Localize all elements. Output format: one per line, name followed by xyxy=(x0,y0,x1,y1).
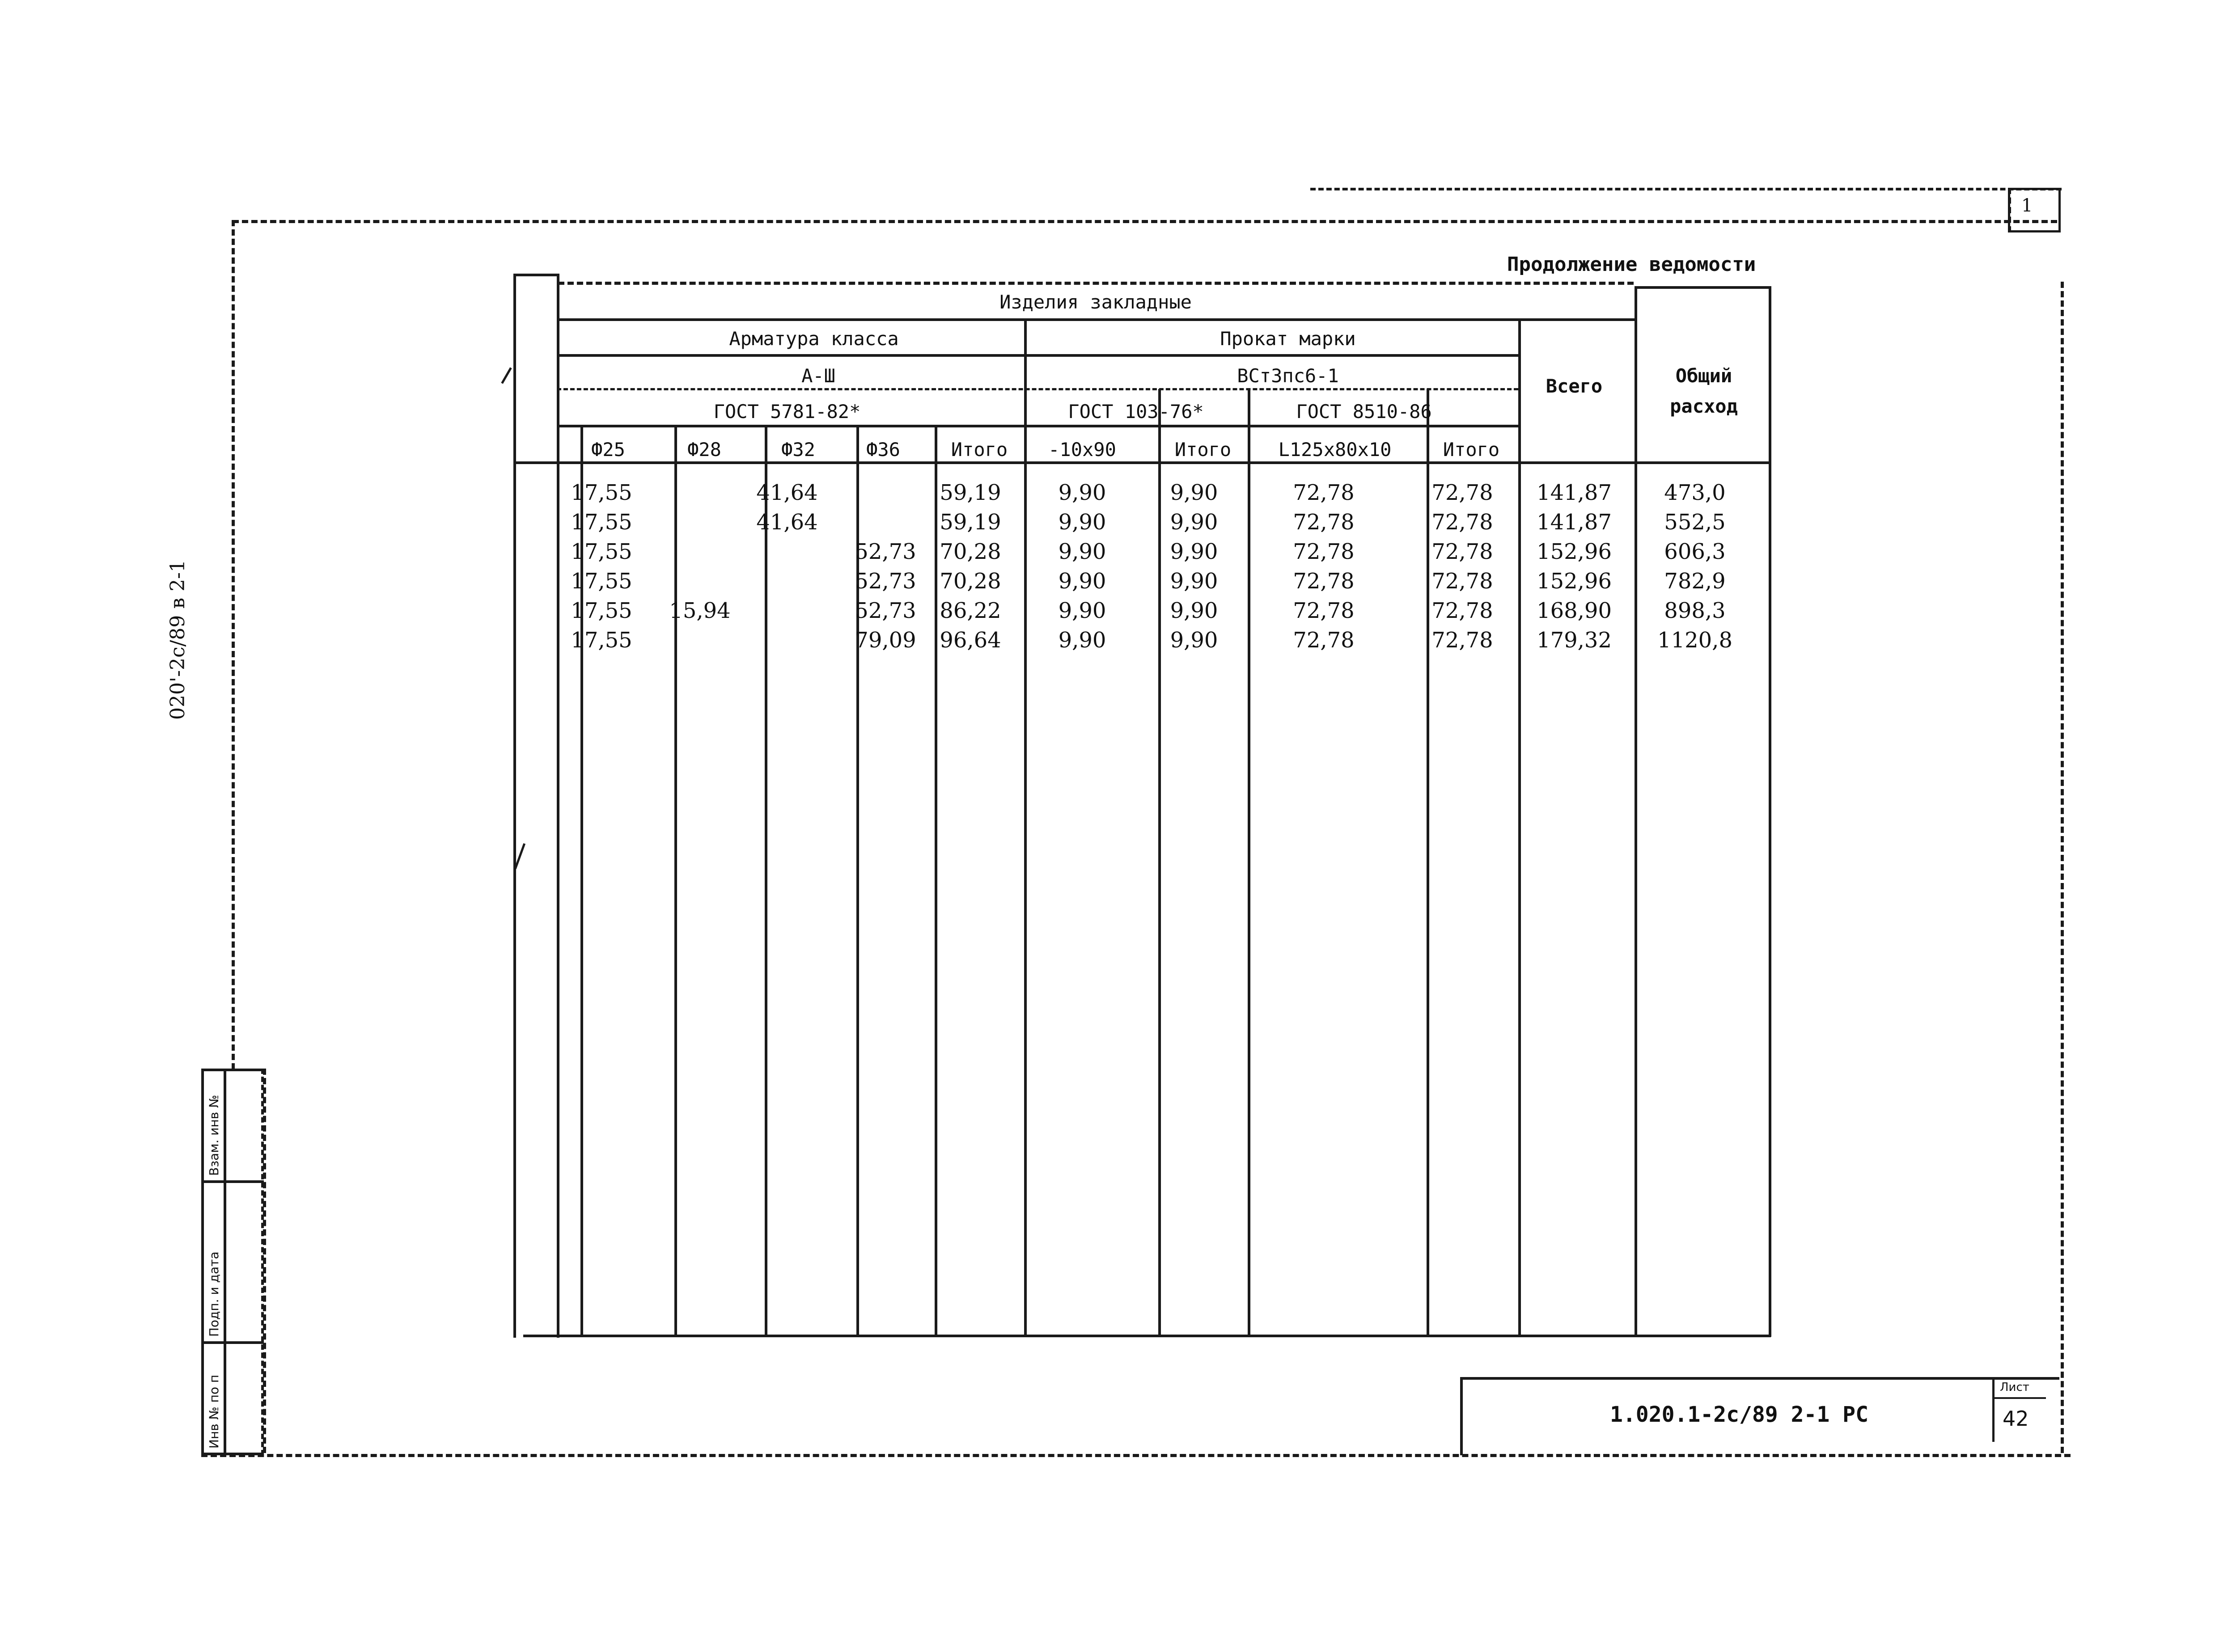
table-top-right xyxy=(1635,286,1770,289)
col-header-angle: L125х80х10 xyxy=(1278,439,1392,461)
frame-right-border xyxy=(2061,282,2064,1453)
title-block-sheet-label: Лист xyxy=(2000,1381,2029,1394)
cell-r6-rebar-total: 96,64 xyxy=(940,628,1001,653)
cell-r4-d25: 17,55 xyxy=(571,569,632,594)
stamp-field-inv-replace: Взам. инв № xyxy=(207,1094,221,1176)
col-header-strip: -10х90 xyxy=(1048,439,1116,461)
corner-box xyxy=(2008,188,2061,232)
frame-left-border xyxy=(232,220,235,1069)
vline-col-7 xyxy=(1158,389,1161,1335)
cell-r4-angle: 72,78 xyxy=(1293,569,1355,594)
cell-r6-strip: 9,90 xyxy=(1058,628,1106,653)
cell-r1-d32: 41,64 xyxy=(756,480,818,505)
corner-mark: 1 xyxy=(2021,195,2033,216)
header-rolled-standard-1: ГОСТ 103-76* xyxy=(1068,401,1204,423)
vline-col-9 xyxy=(1427,389,1429,1335)
cell-r1-total: 141,87 xyxy=(1537,480,1612,505)
cell-r3-overall: 606,3 xyxy=(1664,539,1726,564)
vline-col-6 xyxy=(1024,318,1027,1335)
cell-r6-d25: 17,55 xyxy=(571,628,632,653)
header-overall-1: Общий xyxy=(1675,365,1732,387)
cell-r4-d36: 52,73 xyxy=(855,569,916,594)
hline-group xyxy=(557,318,1635,321)
stamp-divider-2 xyxy=(201,1341,264,1344)
cell-r4-total: 152,96 xyxy=(1537,569,1612,594)
cell-r6-angle: 72,78 xyxy=(1293,628,1355,653)
hline-columns xyxy=(513,461,1770,464)
cell-r5-overall: 898,3 xyxy=(1664,598,1726,623)
col-header-d36: Ф36 xyxy=(866,439,900,461)
cell-r5-strip-total: 9,90 xyxy=(1170,598,1218,623)
frame-top-border xyxy=(233,220,2057,223)
cell-r3-angle-total: 72,78 xyxy=(1431,539,1493,564)
cell-r2-strip-total: 9,90 xyxy=(1170,510,1218,535)
header-rolled-standard-2: ГОСТ 8510-86 xyxy=(1296,401,1432,423)
cell-r3-rebar-total: 70,28 xyxy=(940,539,1001,564)
cell-r6-total: 179,32 xyxy=(1537,628,1612,653)
header-rolled-title: Прокат марки xyxy=(1220,328,1356,350)
title-block-sheet-number: 42 xyxy=(2003,1407,2029,1431)
table-bottom-border xyxy=(523,1335,1771,1337)
cell-r3-strip-total: 9,90 xyxy=(1170,539,1218,564)
header-rolled-grade: ВСт3пс6-1 xyxy=(1237,365,1339,387)
side-code: 020'-2c/89 в 2-1 xyxy=(166,560,189,720)
cell-r6-angle-total: 72,78 xyxy=(1431,628,1493,653)
cell-r3-d25: 17,55 xyxy=(571,539,632,564)
cell-r3-angle: 72,78 xyxy=(1293,539,1355,564)
cell-r3-total: 152,96 xyxy=(1537,539,1612,564)
cell-r2-angle: 72,78 xyxy=(1293,510,1355,535)
continuation-title: Продолжение ведомости xyxy=(1507,253,1756,276)
title-block-sheet-divider xyxy=(1992,1397,2046,1399)
frame-top-border-right xyxy=(1310,188,2062,190)
cell-r3-strip: 9,90 xyxy=(1058,539,1106,564)
cell-r2-d25: 17,55 xyxy=(571,510,632,535)
cell-r2-rebar-total: 59,19 xyxy=(940,510,1001,535)
cell-r2-angle-total: 72,78 xyxy=(1431,510,1493,535)
col-header-d32: Ф32 xyxy=(781,439,815,461)
hline-standard xyxy=(557,425,1518,427)
vline-col-2 xyxy=(674,425,677,1335)
cell-r1-strip: 9,90 xyxy=(1058,480,1106,505)
cell-r5-d28: 15,94 xyxy=(669,598,731,623)
vline-col-8 xyxy=(1248,389,1250,1335)
cell-r6-overall: 1120,8 xyxy=(1657,628,1732,653)
cell-r1-rebar-total: 59,19 xyxy=(940,480,1001,505)
cell-r1-strip-total: 9,90 xyxy=(1170,480,1218,505)
vline-col-5 xyxy=(935,425,937,1335)
table-top-dash xyxy=(558,282,1634,285)
col-header-rebar-total: Итого xyxy=(951,439,1008,461)
cell-r2-overall: 552,5 xyxy=(1664,510,1726,535)
cell-r5-d36: 52,73 xyxy=(855,598,916,623)
header-rebar-title: Арматура класса xyxy=(729,328,899,350)
frame-bottom-border xyxy=(201,1454,2071,1457)
cell-r4-strip: 9,90 xyxy=(1058,569,1106,594)
title-block-left xyxy=(1460,1377,1463,1455)
hline-title xyxy=(557,354,1518,357)
col-header-strip-total: Итого xyxy=(1174,439,1232,461)
header-total: Всего xyxy=(1546,375,1603,397)
table-top-left xyxy=(513,274,558,276)
cell-r1-d25: 17,55 xyxy=(571,480,632,505)
cell-r1-overall: 473,0 xyxy=(1664,480,1726,505)
title-block-top xyxy=(1460,1377,2059,1380)
cell-r4-overall: 782,9 xyxy=(1664,569,1726,594)
stamp-field-sign-date: Подп. и дата xyxy=(207,1251,221,1337)
cell-r2-d32: 41,64 xyxy=(756,510,818,535)
cell-r4-angle-total: 72,78 xyxy=(1431,569,1493,594)
margin-tick-1 xyxy=(501,367,512,384)
cell-r2-total: 141,87 xyxy=(1537,510,1612,535)
header-rebar-class: А-Ш xyxy=(801,365,835,387)
table-right-border xyxy=(1769,286,1771,1337)
cell-r5-d25: 17,55 xyxy=(571,598,632,623)
vline-col-10 xyxy=(1518,318,1521,1335)
table-left-border xyxy=(557,274,559,1338)
stamp-divider-1 xyxy=(201,1180,264,1183)
cell-r4-rebar-total: 70,28 xyxy=(940,569,1001,594)
header-overall-2: расход xyxy=(1670,395,1738,417)
cell-r3-d36: 52,73 xyxy=(855,539,916,564)
cell-r6-strip-total: 9,90 xyxy=(1170,628,1218,653)
cell-r6-d36: 79,09 xyxy=(855,628,916,653)
hline-class xyxy=(557,388,1518,390)
col-header-angle-total: Итого xyxy=(1443,439,1500,461)
cell-r4-strip-total: 9,90 xyxy=(1170,569,1218,594)
cell-r5-angle-total: 72,78 xyxy=(1431,598,1493,623)
cell-r1-angle-total: 72,78 xyxy=(1431,480,1493,505)
cell-r5-rebar-total: 86,22 xyxy=(940,598,1001,623)
vline-col-11 xyxy=(1635,286,1637,1335)
stamp-inner-line xyxy=(224,1069,226,1455)
cell-r2-strip: 9,90 xyxy=(1058,510,1106,535)
header-rebar-standard: ГОСТ 5781-82* xyxy=(713,401,861,423)
stamp-field-inv-orig: Инв № по п xyxy=(207,1374,221,1449)
table-outer-left xyxy=(513,274,516,1338)
cell-r5-angle: 72,78 xyxy=(1293,598,1355,623)
header-embedded-items: Изделия закладные xyxy=(999,291,1192,313)
col-header-d25: Ф25 xyxy=(591,439,625,461)
cell-r1-angle: 72,78 xyxy=(1293,480,1355,505)
vline-col-3 xyxy=(765,425,767,1335)
title-block-designation: 1.020.1-2с/89 2-1 РС xyxy=(1610,1402,1868,1427)
cell-r5-total: 168,90 xyxy=(1537,598,1612,623)
cell-r5-strip: 9,90 xyxy=(1058,598,1106,623)
col-header-d28: Ф28 xyxy=(687,439,721,461)
